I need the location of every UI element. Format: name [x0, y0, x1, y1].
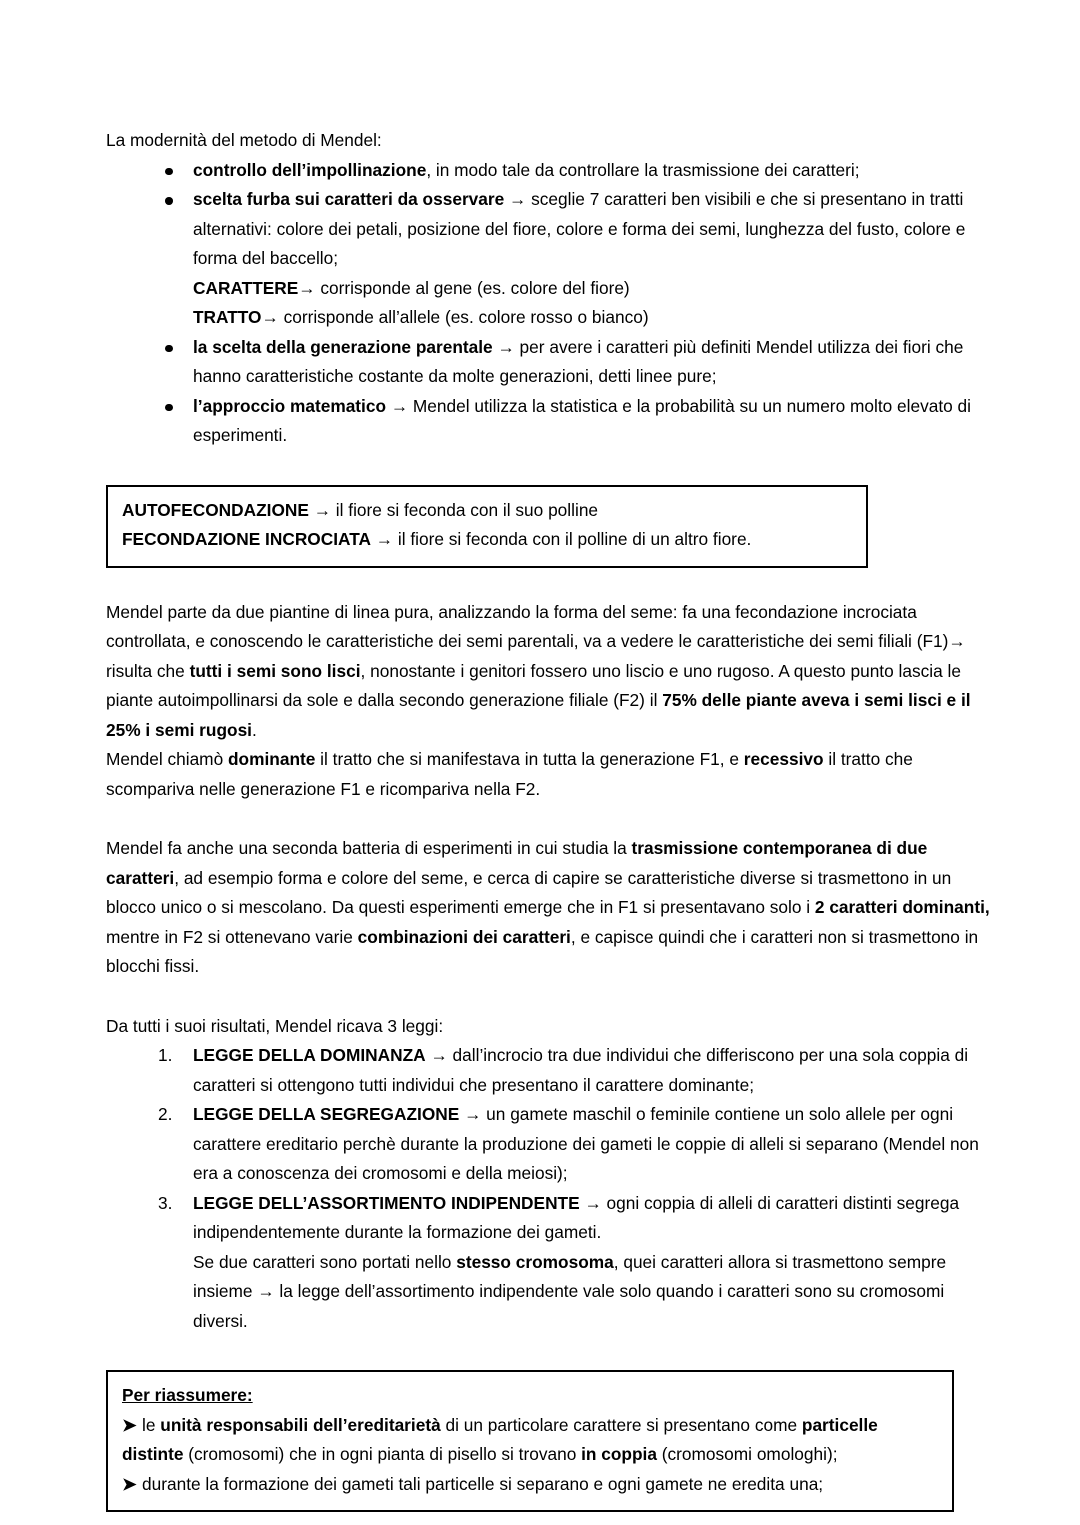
bullet-text: → sceglie 7 caratteri ben visibili e che si presentano in tratti alternativi: colore dei petali, posizione del fiore, colore e forma dei semi, lunghezza del fusto, colore e forma del baccello;: [193, 189, 966, 268]
definition-line-tratto: [193, 303, 990, 333]
bullet-bold-lead: la scelta della generazione parentale: [193, 336, 493, 357]
autofecondazione-term: AUTOFECONDAZIONE: [122, 499, 309, 520]
paragraph-bold: dominante: [228, 749, 316, 769]
riassunto-bold: unità responsabili dell’ereditarietà: [160, 1414, 441, 1435]
bullet-text: → per avere i caratteri più definiti Mendel utilizza dei fiori che hanno caratteristiche costante da molte generazioni, detti linee pure;: [193, 336, 964, 386]
list-item: [106, 1100, 990, 1189]
legge-extra-text: , quei caratteri allora si trasmettono sempre insieme → la legge dell’assortimento indipendente vale solo quando i caratteri sono su cromosomi diversi.: [193, 1251, 947, 1331]
riassunto-text: di un particolare carattere si presentano come: [440, 1414, 802, 1435]
definition-text: → corrisponde all’allele (es. colore rosso o bianco): [261, 307, 649, 327]
legge-text: → ogni coppia di alleli di caratteri distinti segrega indipendentemente durante la formazione dei gameti.: [193, 1192, 960, 1242]
riassunto-bold: in coppia: [581, 1444, 657, 1464]
riassunto-text: durante la formazione dei gameti tali particelle si separano e ogni gamete ne eredita una;: [142, 1473, 824, 1494]
legge-text: → un gamete maschil o feminile contiene un solo allele per ogni carattere ereditario perchè durante la produzione dei gameti le coppie di alleli si separano (Mendel non era a conoscenza dei cromosomi e della meiosi);: [193, 1104, 979, 1183]
riassunto-text: (cromosomi) che in ogni pianta di pisello si trovano: [183, 1444, 582, 1464]
riassunto-item-1: [122, 1411, 938, 1470]
method-bullet-list: [106, 156, 990, 451]
list-item: [106, 185, 990, 333]
paragraph-bold: recessivo: [743, 749, 824, 769]
bullet-bold-lead: scelta furba sui caratteri da osservare: [193, 189, 505, 209]
list-item: [106, 156, 990, 186]
paragraph-bold: trasmissione contemporanea di due caratteri: [106, 838, 928, 888]
spacer: [106, 451, 990, 485]
paragraph-text: Mendel chiamò: [106, 749, 228, 769]
paragraph-text: , ad esempio forma e colore del seme, e cerca di capire se caratteristiche diverse si trasmettono in un blocco unico o si mescolano. Da questi esperimenti emerge che in F1 si presentavano solo i: [106, 867, 952, 917]
definition-line-carattere: [193, 274, 990, 304]
riassunto-bold: particelle distinte: [122, 1414, 878, 1464]
riassunto-item-2: [122, 1470, 938, 1500]
paragraph-bold: 75% delle piante aveva i semi lisci e il 25% i semi rugosi: [106, 690, 971, 740]
list-item: [106, 1041, 990, 1100]
autofecondazione-text: → il fiore si feconda con il suo polline: [308, 499, 599, 520]
bullet-text: , in modo tale da controllare la trasmissione dei caratteri;: [426, 159, 860, 180]
riassunto-callout-box: [106, 1370, 954, 1512]
legge-extra-text: Se due caratteri sono portati nello: [193, 1251, 457, 1272]
spacer: [106, 1336, 990, 1370]
list-item: [106, 392, 990, 451]
riassunto-title: [122, 1381, 938, 1411]
arrowhead-icon: ➤: [122, 1473, 137, 1494]
paragraph-text: .: [252, 719, 257, 740]
paragraph-text: Mendel parte da due piantine di linea pura, analizzando la forma del seme: fa una fecondazione incrociata controllata, e conoscendo le caratteristiche dei semi parentali, va a vedere le caratteristiche dei semi filiali (F1)→ risulta che: [106, 601, 966, 681]
fecondazione-incrociata-term: FECONDAZIONE INCROCIATA: [122, 529, 371, 549]
leggi-intro: Da tutti i suoi risultati, Mendel ricava 3 leggi:: [106, 1015, 444, 1036]
paragraph-due-caratteri: [106, 834, 990, 982]
list-item: [106, 333, 990, 392]
legge-title: LEGGE DELLA DOMINANZA: [193, 1045, 426, 1065]
definition-text: → corrisponde al gene (es. colore del fiore): [298, 277, 630, 298]
paragraph-text: il tratto che scompariva nelle generazione F1 e ricompariva nella F2.: [106, 749, 913, 799]
autofecondazione-line: [122, 496, 852, 526]
legge-extra-note: [193, 1248, 990, 1337]
list-item: [106, 1189, 990, 1337]
fecondazione-incrociata-line: [122, 525, 852, 555]
paragraph-bold: tutti i semi sono lisci: [189, 660, 361, 681]
document-body: [106, 126, 990, 1512]
legge-text: → dall’incrocio tra due individui che differiscono per una sola coppia di caratteri si ottengono tutti individui che presentano il carattere dominante;: [193, 1045, 969, 1095]
legge-title: LEGGE DELL’ASSORTIMENTO INDIPENDENTE: [193, 1192, 580, 1213]
paragraph-text: mentre in F2 si ottenevano varie: [106, 926, 358, 947]
paragraph-dominante-recessivo: [106, 745, 990, 804]
bullet-bold-lead: l’approccio matematico: [193, 395, 387, 416]
legge-extra-bold: stesso cromosoma: [456, 1251, 614, 1272]
paragraph-text: , e capisce quindi che i caratteri non si trasmettono in blocchi fissi.: [106, 926, 979, 976]
fecondazione-incrociata-text: → il fiore si feconda con il polline di un altro fiore.: [370, 529, 752, 549]
legge-title: LEGGE DELLA SEGREGAZIONE: [193, 1104, 460, 1124]
paragraph-text: Mendel fa anche una seconda batteria di esperimenti in cui studia la: [106, 838, 632, 858]
paragraph-bold: combinazioni dei caratteri: [357, 926, 571, 947]
arrowhead-icon: ➤: [122, 1414, 137, 1435]
fecondazione-callout-box: [106, 485, 868, 568]
definition-term: TRATTO: [193, 307, 262, 327]
riassunto-text: (cromosomi omologhi);: [656, 1444, 838, 1464]
definition-term: CARATTERE: [193, 277, 299, 298]
spacer: [106, 568, 990, 598]
spacer: [106, 982, 990, 1012]
paragraph-f1-f2: [106, 598, 990, 746]
riassunto-title-text: Per riassumere:: [122, 1385, 253, 1405]
spacer: [106, 804, 990, 834]
bullet-bold-lead: controllo dell’impollinazione: [193, 159, 427, 180]
paragraph-bold: 2 caratteri dominanti,: [814, 897, 990, 917]
paragraph-text: il tratto che si manifestava in tutta la generazione F1, e: [315, 749, 744, 769]
paragraph-text: , nonostante i genitori fossero uno liscio e uno rugoso. A questo punto lascia le piante autoimpollinarsi da sole e dalla secondo generazione filiale (F2) il: [106, 660, 961, 710]
bullet-text: → Mendel utilizza la statistica e la probabilità su un numero molto elevato di esperimenti.: [193, 395, 972, 445]
intro-heading: La modernità del metodo di Mendel:: [106, 130, 382, 150]
riassunto-text: le: [142, 1414, 161, 1435]
leggi-numbered-list: [106, 1041, 990, 1336]
